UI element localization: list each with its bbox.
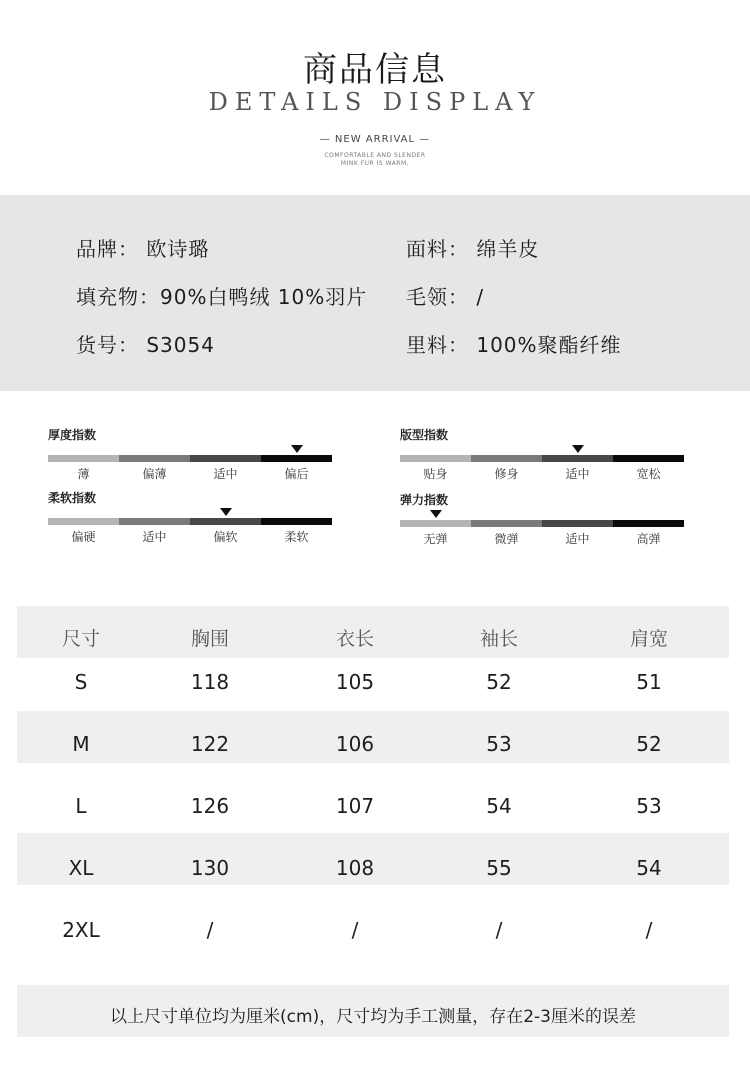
indicator-title: 厚度指数 bbox=[48, 428, 97, 442]
table-header-cell: 胸围 bbox=[190, 628, 229, 650]
table-cell: 54 bbox=[486, 794, 512, 818]
indicator-segment bbox=[400, 455, 471, 462]
indicator-segment bbox=[119, 518, 190, 525]
indicator-marker bbox=[430, 510, 442, 518]
table-cell: 2XL bbox=[62, 918, 100, 942]
table-cell: 51 bbox=[636, 670, 662, 694]
indicator-segment bbox=[261, 518, 332, 525]
brand-field: 品牌： 欧诗璐 bbox=[76, 237, 210, 261]
indicator-segment bbox=[542, 520, 613, 527]
table-cell: 52 bbox=[486, 670, 512, 694]
table-cell: 53 bbox=[486, 732, 512, 756]
tagline-line-2: MINK FUR IS WARM, bbox=[340, 160, 410, 167]
page-subtitle: DETAILS DISPLAY bbox=[208, 88, 542, 116]
indicator-label: 无弹 bbox=[423, 532, 448, 546]
indicator-label: 微弹 bbox=[494, 532, 519, 546]
new-arrival-tag: — NEW ARRIVAL — bbox=[319, 134, 431, 145]
indicator-label: 贴身 bbox=[423, 467, 448, 481]
indicator-title: 柔软指数 bbox=[48, 491, 97, 505]
indicator-bar bbox=[48, 518, 332, 525]
table-cell: 107 bbox=[335, 794, 375, 818]
indicator-segment bbox=[471, 455, 542, 462]
table-header-cell: 衣长 bbox=[335, 628, 374, 650]
filling-field: 填充物：90%白鸭绒 10%羽片 bbox=[76, 285, 368, 309]
table-cell: 53 bbox=[636, 794, 662, 818]
indicator-segment bbox=[613, 455, 684, 462]
collar-field: 毛领： / bbox=[406, 285, 485, 309]
thickness-indicator bbox=[48, 426, 332, 482]
indicator-segment bbox=[190, 518, 261, 525]
indicator-segment bbox=[48, 518, 119, 525]
indicator-segment bbox=[119, 455, 190, 462]
indicator-label: 偏薄 bbox=[142, 467, 167, 481]
table-cell: 105 bbox=[335, 670, 375, 694]
indicator-segment bbox=[471, 520, 542, 527]
indicator-label: 适中 bbox=[565, 532, 590, 546]
indicator-title: 弹力指数 bbox=[400, 493, 449, 507]
indicator-segment bbox=[613, 520, 684, 527]
table-header-cell: 肩宽 bbox=[629, 628, 668, 650]
indicator-segment bbox=[190, 455, 261, 462]
indicator-label: 适中 bbox=[565, 467, 590, 481]
table-cell: 108 bbox=[335, 856, 375, 880]
table-cell: L bbox=[75, 794, 87, 818]
table-cell: 54 bbox=[636, 856, 662, 880]
table-cell: M bbox=[72, 732, 90, 756]
lining-field: 里料： 100%聚酯纤维 bbox=[406, 333, 622, 357]
indicator-label: 适中 bbox=[142, 530, 167, 544]
indicator-title: 版型指数 bbox=[400, 428, 449, 442]
indicator-label: 修身 bbox=[494, 467, 519, 481]
indicator-label: 高弹 bbox=[636, 532, 661, 546]
elasticity-indicator bbox=[400, 491, 684, 547]
indicator-label: 偏后 bbox=[284, 467, 309, 481]
indicator-label: 偏软 bbox=[213, 530, 238, 544]
indicator-marker bbox=[220, 508, 232, 516]
table-cell: 118 bbox=[190, 670, 230, 694]
table-cell: 122 bbox=[190, 732, 230, 756]
table-cell: 126 bbox=[190, 794, 230, 818]
measurement-note: 以上尺寸单位均为厘米(cm)，尺寸均为手工测量，存在2-3厘米的误差 bbox=[110, 1007, 636, 1027]
indicator-label: 适中 bbox=[213, 467, 238, 481]
table-cell: / bbox=[645, 918, 653, 942]
indicator-label: 宽松 bbox=[636, 467, 661, 481]
fit-indicator bbox=[400, 426, 684, 482]
table-cell: 55 bbox=[486, 856, 512, 880]
tagline-line-1: COMFORTABLE AND SLENDER bbox=[324, 152, 426, 159]
table-cell: 106 bbox=[335, 732, 375, 756]
indicator-label: 偏硬 bbox=[71, 530, 96, 544]
indicator-segment bbox=[542, 455, 613, 462]
fabric-field: 面料： 绵羊皮 bbox=[406, 237, 540, 261]
indicator-bar bbox=[400, 520, 684, 527]
indicator-segment bbox=[48, 455, 119, 462]
indicator-label: 薄 bbox=[77, 467, 90, 481]
indicator-segment bbox=[261, 455, 332, 462]
table-cell: XL bbox=[68, 856, 94, 880]
table-cell: / bbox=[351, 918, 359, 942]
table-cell: 52 bbox=[636, 732, 662, 756]
indicator-bar bbox=[48, 455, 332, 462]
indicator-segment bbox=[400, 520, 471, 527]
softness-indicator bbox=[48, 489, 332, 545]
indicator-bar bbox=[400, 455, 684, 462]
table-cell: / bbox=[206, 918, 214, 942]
indicator-label: 柔软 bbox=[284, 530, 309, 544]
table-cell: S bbox=[74, 670, 88, 694]
page-title: 商品信息 bbox=[303, 50, 447, 90]
item-number-field: 货号： S3054 bbox=[76, 333, 215, 357]
table-cell: 130 bbox=[190, 856, 230, 880]
table-header-cell: 袖长 bbox=[479, 628, 518, 650]
table-cell: / bbox=[495, 918, 503, 942]
table-header-cell: 尺寸 bbox=[61, 628, 100, 650]
indicator-marker bbox=[291, 445, 303, 453]
indicator-marker bbox=[572, 445, 584, 453]
